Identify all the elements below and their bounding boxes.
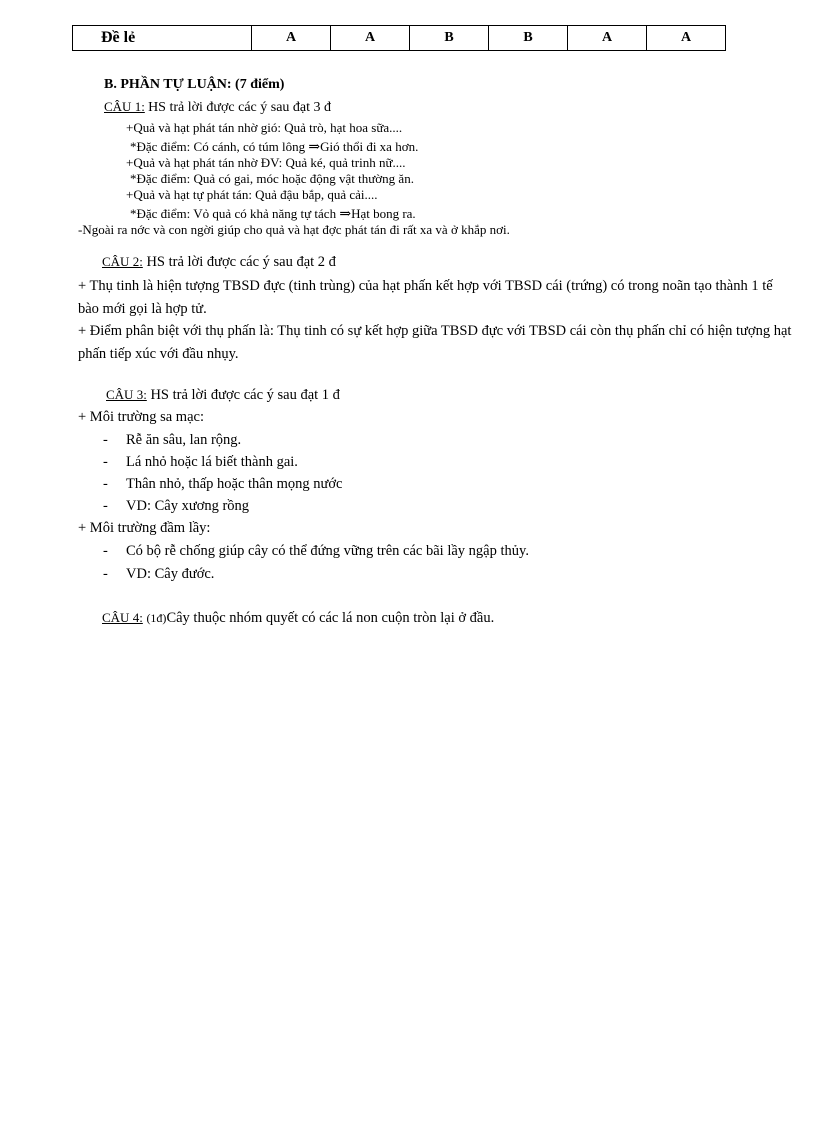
q2-paragraph-2: + Điểm phân biệt với thụ phấn là: Thụ tinh có sự kết hợp giữa TBSD đực với TBSD cái còn thụ phấn chỉ có hiện tượng hạt phấn tiếp xúc với đầu nhụy. (78, 323, 792, 362)
q1-line-2b: Gió thổi đi xa hơn. (320, 139, 419, 154)
question-4-score: (1đ) (146, 611, 167, 625)
q2-paragraph-1: + Thụ tinh là hiện tượng TBSD đực (tinh trùng) của hạt phấn kết hợp với TBSD cái (trứng) có trong noãn tạo thành 1 tế bào mới gọi là hợp tử. (78, 278, 773, 317)
list-bullet: - (103, 498, 108, 514)
list-bullet: - (103, 432, 108, 448)
answer-cell: A (252, 26, 331, 51)
question-4-text: Cây thuộc nhóm quyết có các lá non cuộn tròn lại ở đầu. (166, 610, 495, 626)
q1-line-6b: Hạt bong ra. (351, 206, 416, 221)
q1-line-2a: *Đặc điểm: Có cánh, có túm lông (130, 139, 306, 154)
answer-cell: B (489, 26, 568, 51)
question-2-label: CÂU 2: (102, 254, 143, 269)
list-bullet: - (103, 476, 108, 492)
row-label: Đề lẻ (73, 26, 252, 51)
q1-line-6 (130, 206, 416, 223)
question-3-label: CÂU 3: (106, 387, 147, 402)
arrow-icon: ⇒ (308, 140, 321, 155)
marsh-heading: + Môi trường đầm lầy: (78, 520, 211, 536)
answer-cell: A (331, 26, 410, 51)
q1-line-6a: *Đặc điểm: Vỏ quả có khả năng tự tách (130, 206, 337, 221)
question-3-intro: HS trả lời được các ý sau đạt 1 đ (150, 387, 340, 403)
list-item: VD: Cây đước. (126, 566, 215, 582)
answer-cell: B (410, 26, 489, 51)
list-item: Lá nhỏ hoặc lá biết thành gai. (126, 454, 298, 470)
question-1-intro-line (104, 99, 331, 116)
q1-line-3: +Quả và hạt phát tán nhờ ĐV: Quả ké, quả trinh nữ.... (126, 155, 406, 170)
question-3-intro-line (106, 387, 340, 404)
answer-cell: A (568, 26, 647, 51)
question-1-label: CÂU 1: (104, 99, 145, 114)
question-2-intro: HS trả lời được các ý sau đạt 2 đ (146, 254, 336, 270)
section-heading: B. PHẦN TỰ LUẬN: (7 điểm) (104, 77, 285, 92)
list-item: Rễ ăn sâu, lan rộng. (126, 432, 242, 448)
question-4-label: CÂU 4: (102, 610, 143, 625)
answer-table (72, 25, 726, 51)
q1-line-1: +Quả và hạt phát tán nhờ gió: Quả trò, hạt hoa sữa.... (126, 120, 403, 135)
table-row (73, 26, 726, 51)
q1-line-2 (130, 139, 418, 156)
list-bullet: - (103, 454, 108, 470)
answer-cell: A (647, 26, 726, 51)
q1-line-7: -Ngoài ra nớc và con ngời giúp cho quả và hạt đợc phát tán đi rất xa và ở khắp nơi. (78, 222, 510, 237)
q1-line-5: +Quả và hạt tự phát tán: Quả đậu bắp, quả cải.... (126, 187, 378, 202)
list-item: Có bộ rễ chống giúp cây có thể đứng vững trên các bãi lầy ngập thủy. (126, 543, 529, 559)
list-bullet: - (103, 566, 108, 582)
question-4-line (102, 610, 494, 627)
question-1-intro: HS trả lời được các ý sau đạt 3 đ (148, 100, 332, 115)
q1-line-4: *Đặc điểm: Quả có gai, móc hoặc động vật thường ăn. (130, 171, 414, 186)
list-item: VD: Cây xương rồng (126, 498, 250, 514)
desert-heading: + Môi trường sa mạc: (78, 409, 204, 425)
list-item: Thân nhỏ, thấp hoặc thân mọng nước (126, 476, 343, 492)
question-2-intro-line (102, 254, 336, 271)
list-bullet: - (103, 543, 108, 559)
arrow-icon: ⇒ (339, 207, 352, 222)
